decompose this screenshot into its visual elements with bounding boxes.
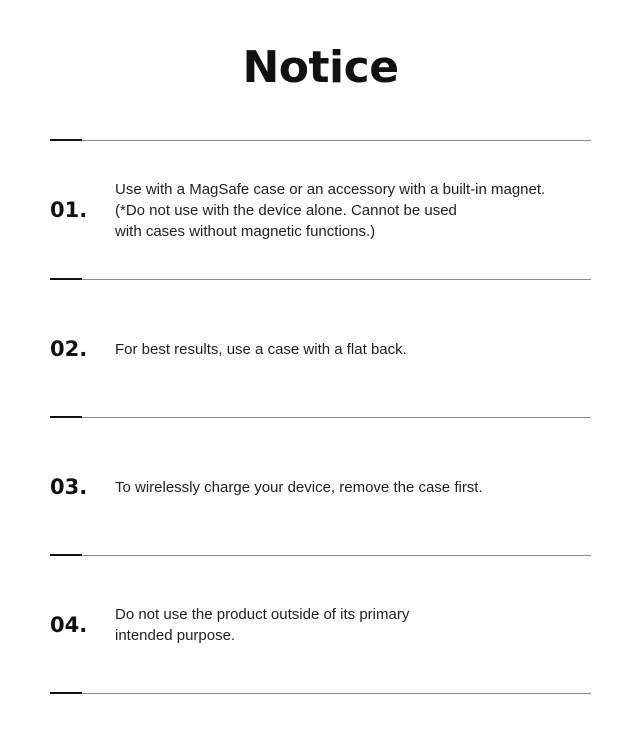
divider-accent [50,278,82,280]
divider [50,279,591,280]
notice-item-4 [0,557,641,693]
divider [50,140,591,141]
item-text [115,557,595,693]
divider-accent [50,692,82,694]
item-text [115,281,595,417]
item-text-line: (*Do not use with the device alone. Cannot be used [115,201,457,219]
item-text-line: Do not use the product outside of its primary [115,606,410,623]
divider-accent [50,139,82,141]
notice-item-3 [0,419,641,555]
item-number: 04. [50,613,88,637]
item-number: 03. [50,475,88,499]
divider [50,555,591,556]
divider [50,417,591,418]
page-title: Notice [242,42,399,93]
item-text [115,419,595,555]
divider [50,693,591,694]
item-text-line: with cases without magnetic functions.) [115,222,376,240]
item-text-line: To wirelessly charge your device, remove the case first. [115,478,483,496]
item-number: 01. [50,198,88,222]
notice-item-2 [0,281,641,417]
item-number: 02. [50,337,88,361]
divider-accent [50,554,82,556]
item-text-line: intended purpose. [115,627,236,644]
item-text [115,142,595,278]
item-text-line: For best results, use a case with a flat back. [115,340,407,358]
notice-item-1 [0,142,641,278]
item-text-line: Use with a MagSafe case or an accessory with a built-in magnet. [115,180,546,198]
divider-accent [50,416,82,418]
